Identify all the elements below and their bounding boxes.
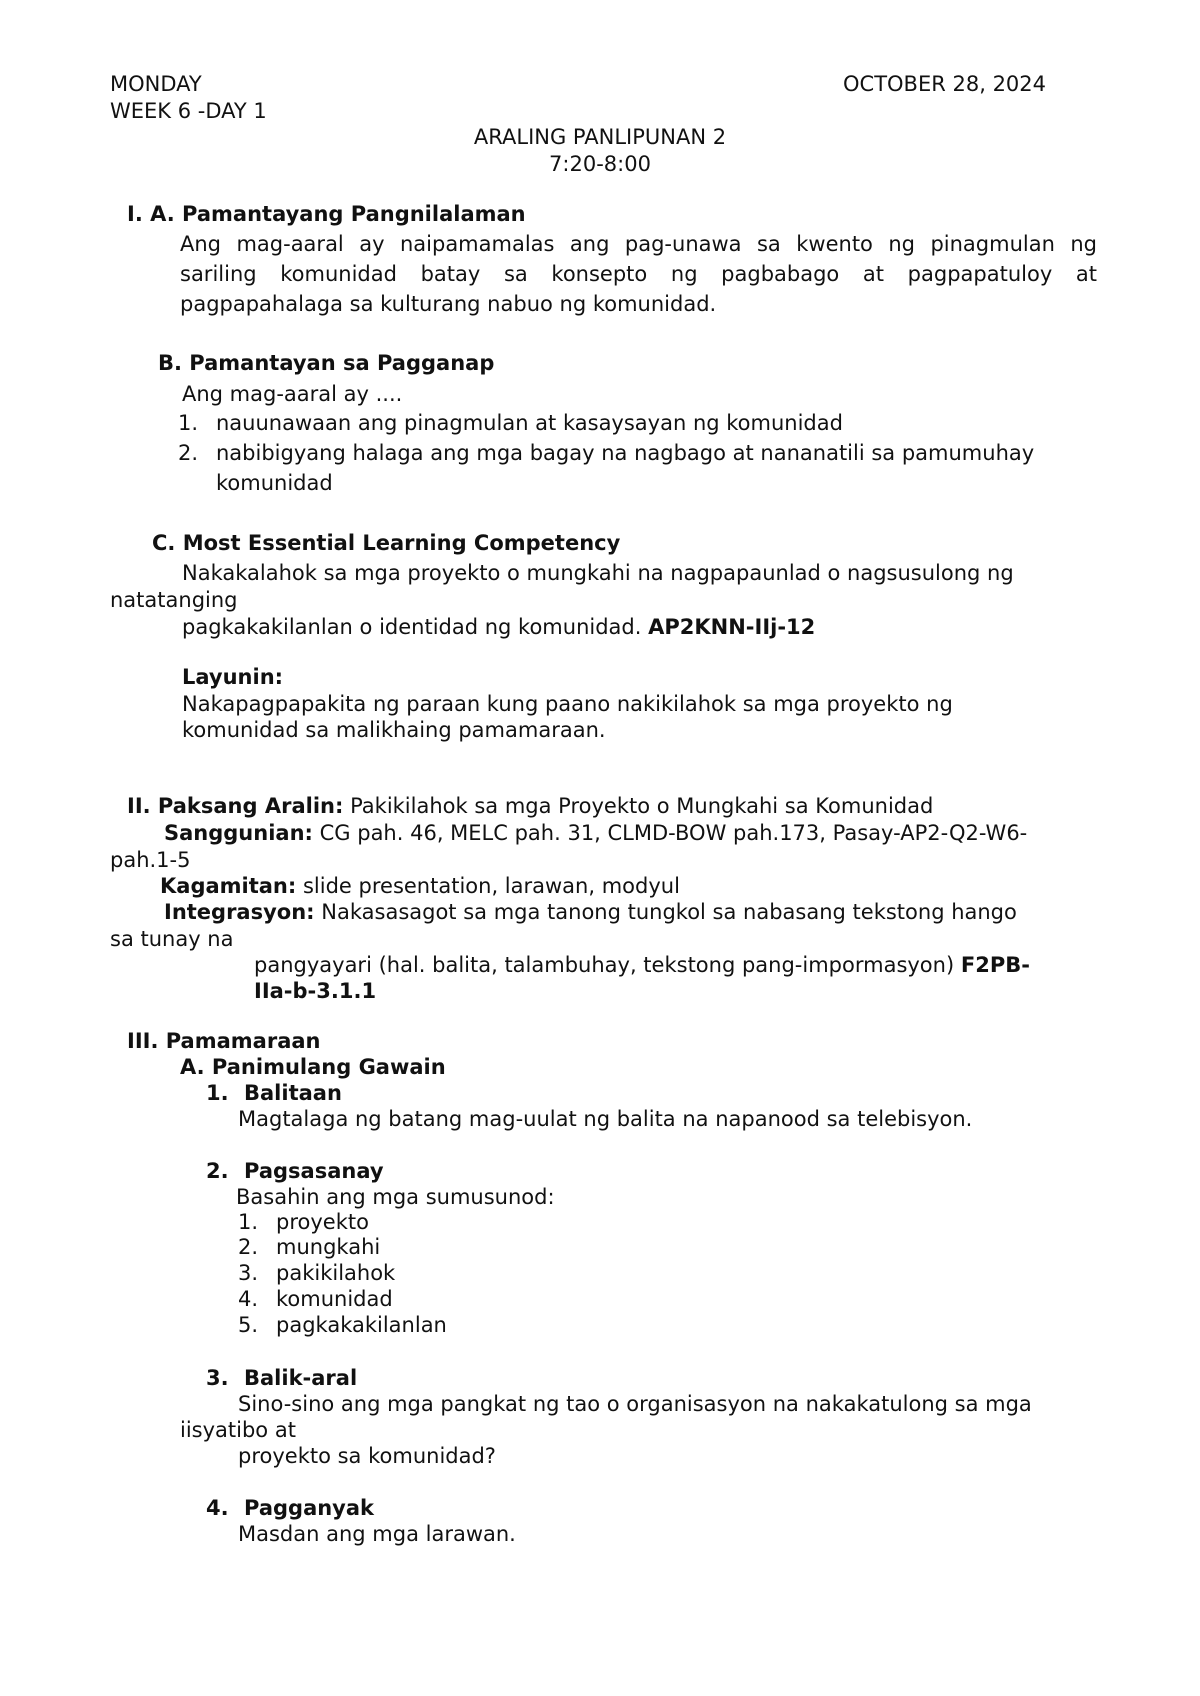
list-number: 4.	[238, 1287, 259, 1311]
paksang-aralin-text: Pakikilahok sa mga Proyekto o Mungkahi sa Komunidad	[350, 794, 934, 818]
sanggunian-label: Sanggunian:	[164, 821, 313, 845]
step-title: Balik-aral	[244, 1366, 358, 1390]
week-day-label: WEEK 6 -DAY 1	[110, 99, 267, 123]
step-heading-balitaan	[206, 1080, 342, 1106]
integrasyon-code: F2PB-	[960, 953, 1030, 977]
sanggunian-text: CG pah. 46, MELC pah. 31, CLMD-BOW pah.173, Pasay-AP2-Q2-W6-	[319, 821, 1028, 845]
step-heading-pagganyak	[206, 1495, 374, 1521]
list-text: nauunawaan ang pinagmulan at kasaysayan ng komunidad	[216, 411, 843, 435]
sanggunian-continuation: pah.1-5	[110, 848, 191, 872]
time-label: 7:20-8:00	[549, 152, 651, 176]
sanggunian	[164, 820, 1027, 846]
list-item	[238, 1286, 393, 1312]
list-text: komunidad	[276, 1287, 393, 1311]
step-title: Balitaan	[244, 1081, 342, 1105]
list-number: 1.	[238, 1210, 259, 1234]
list-item-continuation: komunidad	[216, 471, 333, 495]
list-number: 2.	[238, 1235, 259, 1259]
integrasyon-code-continuation: IIa-b-3.1.1	[254, 979, 377, 1003]
section-1a-line: sariling komunidad batay sa konsepto ng pagbabago at pagpapatuloy at	[180, 262, 1097, 286]
melc-line: natatanging	[110, 588, 238, 612]
list-item	[178, 440, 1034, 466]
list-item	[238, 1209, 369, 1235]
kagamitan-label: Kagamitan:	[160, 874, 297, 898]
layunin-line: Nakapagpapakita ng paraan kung paano nakikilahok sa mga proyekto ng	[182, 692, 953, 716]
layunin-heading: Layunin:	[182, 665, 284, 689]
step-text: Magtalaga ng batang mag-uulat ng balita na napanood sa telebisyon.	[238, 1107, 973, 1131]
list-item	[238, 1260, 395, 1286]
step-number: 1.	[206, 1081, 229, 1105]
step-intro: Basahin ang mga sumusunod:	[236, 1185, 555, 1209]
step-text: iisyatibo at	[180, 1418, 296, 1442]
melc-text: pagkakakilanlan o identidad ng komunidad.	[182, 615, 642, 639]
integrasyon-text: Nakasasagot sa mga tanong tungkol sa nabasang tekstong hango	[321, 900, 1017, 924]
list-text: nabibigyang halaga ang mga bagay na nagbago at nananatili sa pamumuhay	[216, 441, 1035, 465]
list-text: mungkahi	[276, 1235, 381, 1259]
subject-title: ARALING PANLIPUNAN 2	[473, 125, 727, 149]
integrasyon	[164, 899, 1017, 925]
section-1b-heading: B. Pamantayan sa Pagganap	[158, 351, 495, 375]
step-title: Pagganyak	[244, 1496, 375, 1520]
layunin-line: komunidad sa malikhaing pamamaraan.	[182, 718, 606, 742]
section-1a-line: Ang mag-aaral ay naipamamalas ang pag-unawa sa kwento ng pinagmulan ng	[180, 232, 1097, 256]
melc-line	[182, 614, 815, 640]
list-number: 2.	[178, 441, 199, 465]
list-number: 5.	[238, 1313, 259, 1337]
melc-code: AP2KNN-IIj-12	[648, 615, 816, 639]
section-1a-heading: I. A. Pamantayang Pangnilalaman	[127, 202, 526, 226]
list-number: 3.	[238, 1261, 259, 1285]
list-item	[238, 1234, 380, 1260]
section-1c-heading: C. Most Essential Learning Competency	[152, 531, 621, 555]
list-number: 1.	[178, 411, 199, 435]
section-3a-heading: A. Panimulang Gawain	[180, 1055, 446, 1079]
section-1b-intro: Ang mag-aaral ay ....	[182, 382, 403, 406]
integrasyon-continuation	[254, 952, 1030, 978]
step-heading-pagsasanay	[206, 1158, 384, 1184]
step-number: 3.	[206, 1366, 229, 1390]
melc-line: Nakakalahok sa mga proyekto o mungkahi na nagpapaunlad o nagsusulong ng	[182, 561, 1014, 585]
paksang-aralin-label: II. Paksang Aralin:	[127, 794, 344, 818]
section-1a-line: pagpapahalaga sa kulturang nabuo ng komunidad.	[180, 292, 717, 316]
step-number: 4.	[206, 1496, 229, 1520]
day-label: MONDAY	[110, 72, 202, 96]
list-text: proyekto	[276, 1210, 369, 1234]
date-label: OCTOBER 28, 2024	[843, 72, 1047, 96]
step-number: 2.	[206, 1159, 229, 1183]
step-title: Pagsasanay	[244, 1159, 384, 1183]
step-text: Sino-sino ang mga pangkat ng tao o organisasyon na nakakatulong sa mga	[238, 1392, 1032, 1416]
step-text: Masdan ang mga larawan.	[238, 1522, 516, 1546]
integrasyon-label: Integrasyon:	[164, 900, 315, 924]
kagamitan	[160, 873, 680, 899]
list-text: pakikilahok	[276, 1261, 396, 1285]
kagamitan-text: slide presentation, larawan, modyul	[302, 874, 680, 898]
list-item	[178, 410, 843, 436]
list-text: pagkakakilanlan	[276, 1313, 447, 1337]
integrasyon-continuation: sa tunay na	[110, 927, 234, 951]
list-item	[238, 1312, 447, 1338]
step-heading-balik-aral	[206, 1365, 357, 1391]
step-text: proyekto sa komunidad?	[238, 1444, 496, 1468]
section-3-heading: III. Pamamaraan	[127, 1029, 321, 1053]
paksang-aralin	[127, 793, 933, 819]
integrasyon-text: pangyayari (hal. balita, talambuhay, tekstong pang-impormasyon)	[254, 953, 955, 977]
